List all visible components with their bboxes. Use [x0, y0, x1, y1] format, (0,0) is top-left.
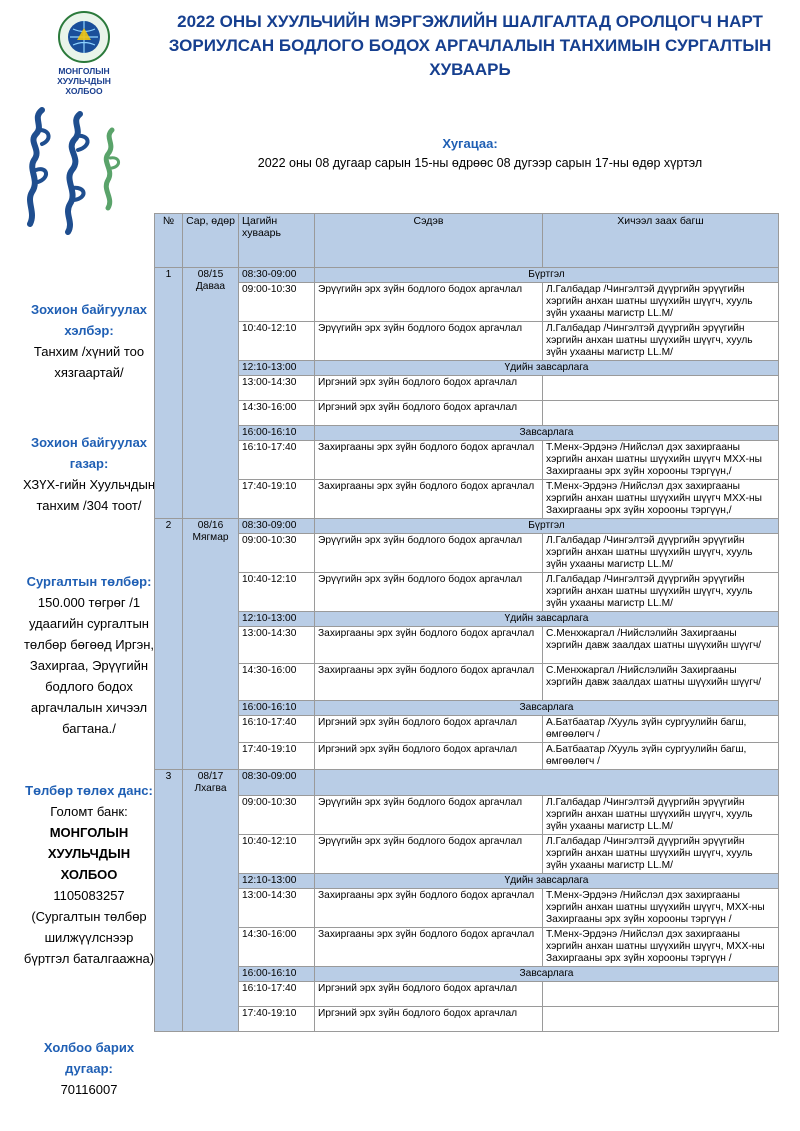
table-row — [155, 441, 779, 480]
table-row — [155, 627, 779, 664]
time-slot: 13:00-14:30 — [239, 376, 315, 401]
topic-cell: Захиргааны эрх зүйн бодлого бодох аргачлал — [315, 441, 543, 480]
day-number: 2 — [155, 519, 183, 770]
time-slot: 14:30-16:00 — [239, 664, 315, 701]
table-row — [155, 664, 779, 701]
contact-label: Холбоо барих дугаар: — [43, 1040, 135, 1076]
time-slot: 16:00-16:10 — [239, 701, 315, 716]
time-slot: 10:40-12:10 — [239, 835, 315, 874]
table-row — [155, 743, 779, 770]
weekday-text: Даваа — [195, 281, 226, 292]
account-bank: Голомт банк: — [50, 804, 128, 819]
teacher-cell — [543, 982, 779, 1007]
account-label: Төлбөр төлөх данс: — [25, 783, 153, 798]
table-band-row — [155, 268, 779, 283]
table-band-row — [155, 874, 779, 889]
topic-cell: Захиргааны эрх зүйн бодлого бодох аргачлал — [315, 627, 543, 664]
schedule-table — [154, 213, 779, 1032]
table-row — [155, 889, 779, 928]
topic-cell: Эрүүгийн эрх зүйн бодлого бодох аргачлал — [315, 322, 543, 361]
org-logo — [40, 10, 128, 96]
table-row — [155, 573, 779, 612]
time-slot: 08:30-09:00 — [239, 268, 315, 283]
teacher-cell: Т.Менх-Эрдэнэ /Нийслэл дэх захиргааны хэргийн анхан шатны шүүхийн шүүгч, МХХ-ны Захиргааны эрх зүйн хорооны тэргүүн / — [543, 889, 779, 928]
time-slot: 16:00-16:10 — [239, 967, 315, 982]
header-num: № — [155, 214, 183, 268]
org-name: МОНГОЛЫН ХУУЛЬЧДЫН ХОЛБОО — [57, 66, 111, 96]
date-text: 08/15 — [197, 269, 224, 280]
time-slot: 10:40-12:10 — [239, 322, 315, 361]
teacher-cell: С.Менхжаргал /Нийслэлийн Захиргааны хэргийн давж заалдах шатны шүүхийн шүүгч/ — [543, 664, 779, 701]
table-row — [155, 401, 779, 426]
topic-cell: Захиргааны эрх зүйн бодлого бодох аргачлал — [315, 480, 543, 519]
table-band-row — [155, 770, 779, 796]
globe-emblem-icon — [57, 10, 111, 64]
time-slot: 12:10-13:00 — [239, 874, 315, 889]
teacher-cell: А.Батбаатар /Хууль зүйн сургуулийн багш, өмгөөлөгч / — [543, 716, 779, 743]
band-label: Завсарлага — [315, 967, 779, 982]
table-band-row — [155, 701, 779, 716]
table-band-row — [155, 519, 779, 534]
day-number: 3 — [155, 770, 183, 1032]
time-slot: 09:00-10:30 — [239, 796, 315, 835]
contact-value: 70116007 — [60, 1082, 118, 1097]
table-band-row — [155, 967, 779, 982]
fee-label: Сургалтын төлбөр: — [26, 574, 152, 589]
band-label: Үдийн завсарлага — [315, 874, 779, 889]
topic-cell: Эрүүгийн эрх зүйн бодлого бодох аргачлал — [315, 534, 543, 573]
topic-cell: Иргэний эрх зүйн бодлого бодох аргачлал — [315, 1007, 543, 1032]
time-slot: 09:00-10:30 — [239, 534, 315, 573]
place-block — [0, 432, 178, 516]
schedule-body — [155, 268, 779, 1032]
topic-cell: Иргэний эрх зүйн бодлого бодох аргачлал — [315, 743, 543, 770]
band-label: Завсарлага — [315, 426, 779, 441]
table-row — [155, 1007, 779, 1032]
topic-cell: Захиргааны эрх зүйн бодлого бодох аргачлал — [315, 664, 543, 701]
teacher-cell: Л.Галбадар /Чингэлтэй дүүргийн эрүүгийн хэргийн анхан шатны шүүхийн шүүгч, хууль зүйн ухааны магистр LL.M/ — [543, 573, 779, 612]
table-row — [155, 283, 779, 322]
table-header-row — [155, 214, 779, 268]
place-label: Зохион байгуулах газар: — [30, 435, 148, 471]
account-note: (Сургалтын төлбөр шилжүүлснээр бүртгэл баталгаажна) — [23, 909, 155, 966]
time-slot: 09:00-10:30 — [239, 283, 315, 322]
band-label: Бүртгэл — [315, 268, 779, 283]
format-label: Зохион байгуулах хэлбэр: — [30, 302, 148, 338]
topic-cell: Эрүүгийн эрх зүйн бодлого бодох аргачлал — [315, 283, 543, 322]
time-slot: 08:30-09:00 — [239, 519, 315, 534]
teacher-cell — [543, 1007, 779, 1032]
account-name: МОНГОЛЫН ХУУЛЬЧДЫН ХОЛБОО — [47, 825, 131, 882]
day-date — [183, 268, 239, 519]
table-row — [155, 322, 779, 361]
contact-block — [0, 1037, 178, 1100]
date-text: 08/16 — [197, 520, 224, 531]
table-row — [155, 835, 779, 874]
teacher-cell — [543, 401, 779, 426]
time-slot: 14:30-16:00 — [239, 928, 315, 967]
time-slot: 16:10-17:40 — [239, 441, 315, 480]
header-topic: Сэдэв — [315, 214, 543, 268]
time-slot: 16:10-17:40 — [239, 716, 315, 743]
weekday-text: Мягмар — [192, 532, 229, 543]
time-slot: 13:00-14:30 — [239, 627, 315, 664]
band-label: Үдийн завсарлага — [315, 361, 779, 376]
time-slot: 12:10-13:00 — [239, 612, 315, 627]
teacher-cell: А.Батбаатар /Хууль зүйн сургуулийн багш, өмгөөлөгч / — [543, 743, 779, 770]
table-row — [155, 928, 779, 967]
place-value: ХЗҮХ-гийн Хуульчдын танхим /304 тоот/ — [23, 477, 155, 513]
time-slot: 17:40-19:10 — [239, 480, 315, 519]
topic-cell: Захиргааны эрх зүйн бодлого бодох аргачлал — [315, 928, 543, 967]
table-band-row — [155, 361, 779, 376]
account-block — [0, 780, 178, 969]
teacher-cell: Л.Галбадар /Чингэлтэй дүүргийн эрүүгийн хэргийн анхан шатны шүүхийн шүүгч, хууль зүйн ухааны магистр LL.M/ — [543, 796, 779, 835]
teacher-cell: Л.Галбадар /Чингэлтэй дүүргийн эрүүгийн хэргийн анхан шатны шүүхийн шүүгч, хууль зүйн ухааны магистр LL.M/ — [543, 534, 779, 573]
day-number: 1 — [155, 268, 183, 519]
header-teacher: Хичээл заах багш — [543, 214, 779, 268]
topic-cell: Иргэний эрх зүйн бодлого бодох аргачлал — [315, 716, 543, 743]
teacher-cell — [543, 376, 779, 401]
topic-cell: Иргэний эрх зүйн бодлого бодох аргачлал — [315, 401, 543, 426]
topic-cell: Эрүүгийн эрх зүйн бодлого бодох аргачлал — [315, 573, 543, 612]
weekday-text: Лхагва — [194, 783, 227, 794]
time-slot: 10:40-12:10 — [239, 573, 315, 612]
header-time: Цагийн хуваарь — [239, 214, 315, 268]
teacher-cell: Т.Менх-Эрдэнэ /Нийслэл дэх захиргааны хэргийн анхан шатны шүүхийн шүүгч МХХ-ны Захиргааны эрх зүйн хорооны тэргүүн,/ — [543, 441, 779, 480]
fee-value: 150.000 төгрөг /1 удаагийн сургалтын төлбөр бөгөөд Иргэн, Захиргаа, Эрүүгийн бодлого бодох аргачлалын хичээл багтана./ — [23, 595, 155, 736]
page-title: 2022 ОНЫ ХУУЛЬЧИЙН МЭРГЭЖЛИЙН ШАЛГАЛТАД ОРОЛЦОГЧ НАРТ ЗОРИУЛСАН БОДЛОГО БОДОХ АРГАЧЛАЛЫН ТАНХИМЫН СУРГАЛТЫН ХУВААРЬ — [168, 12, 772, 79]
duration-label: Хугацаа: — [442, 136, 498, 151]
table-band-row — [155, 426, 779, 441]
table-row — [155, 796, 779, 835]
topic-cell: Эрүүгийн эрх зүйн бодлого бодох аргачлал — [315, 835, 543, 874]
band-label: Бүртгэл — [315, 519, 779, 534]
topic-cell: Эрүүгийн эрх зүйн бодлого бодох аргачлал — [315, 796, 543, 835]
teacher-cell: Т.Менх-Эрдэнэ /Нийслэл дэх захиргааны хэргийн анхан шатны шүүхийн шүүгч МХХ-ны Захиргааны эрх зүйн хорооны тэргүүн,/ — [543, 480, 779, 519]
table-row — [155, 480, 779, 519]
table-row — [155, 376, 779, 401]
band-label: Завсарлага — [315, 701, 779, 716]
table-row — [155, 716, 779, 743]
time-slot: 13:00-14:30 — [239, 889, 315, 928]
topic-cell: Иргэний эрх зүйн бодлого бодох аргачлал — [315, 982, 543, 1007]
table-row — [155, 982, 779, 1007]
table-row — [155, 534, 779, 573]
format-block — [0, 299, 178, 383]
format-value: Танхим /хүний тоо хязгаартай/ — [33, 344, 145, 380]
day-date — [183, 519, 239, 770]
time-slot: 14:30-16:00 — [239, 401, 315, 426]
account-number: 1105083257 — [53, 888, 125, 903]
band-label: Үдийн завсарлага — [315, 612, 779, 627]
fee-block — [0, 571, 178, 739]
teacher-cell: Л.Галбадар /Чингэлтэй дүүргийн эрүүгийн хэргийн анхан шатны шүүхийн шүүгч, хууль зүйн ухааны магистр LL.M/ — [543, 283, 779, 322]
teacher-cell: Т.Менх-Эрдэнэ /Нийслэл дэх захиргааны хэргийн анхан шатны шүүхийн шүүгч, МХХ-ны Захиргааны эрх зүйн хорооны тэргүүн / — [543, 928, 779, 967]
day-date — [183, 770, 239, 1032]
time-slot: 17:40-19:10 — [239, 743, 315, 770]
duration-text: 2022 оны 08 дугаар сарын 15-ны өдрөөс 08 дугээр сарын 17-ны өдөр хүртэл — [257, 156, 703, 170]
time-slot: 12:10-13:00 — [239, 361, 315, 376]
date-text: 08/17 — [197, 771, 224, 782]
teacher-cell: Л.Галбадар /Чингэлтэй дүүргийн эрүүгийн хэргийн анхан шатны шүүхийн шүүгч, хууль зүйн ухааны магистр LL.M/ — [543, 835, 779, 874]
band-label — [315, 770, 779, 796]
time-slot: 17:40-19:10 — [239, 1007, 315, 1032]
topic-cell: Иргэний эрх зүйн бодлого бодох аргачлал — [315, 376, 543, 401]
mongolian-script-icon — [12, 100, 137, 240]
table-band-row — [155, 612, 779, 627]
time-slot: 16:00-16:10 — [239, 426, 315, 441]
teacher-cell: С.Менхжаргал /Нийслэлийн Захиргааны хэргийн давж заалдах шатны шүүхийн шүүгч/ — [543, 627, 779, 664]
time-slot: 08:30-09:00 — [239, 770, 315, 796]
teacher-cell: Л.Галбадар /Чингэлтэй дүүргийн эрүүгийн хэргийн анхан шатны шүүхийн шүүгч, хууль зүйн ухааны магистр LL.M/ — [543, 322, 779, 361]
header-day: Сар, өдөр — [183, 214, 239, 268]
topic-cell: Захиргааны эрх зүйн бодлого бодох аргачлал — [315, 889, 543, 928]
time-slot: 16:10-17:40 — [239, 982, 315, 1007]
